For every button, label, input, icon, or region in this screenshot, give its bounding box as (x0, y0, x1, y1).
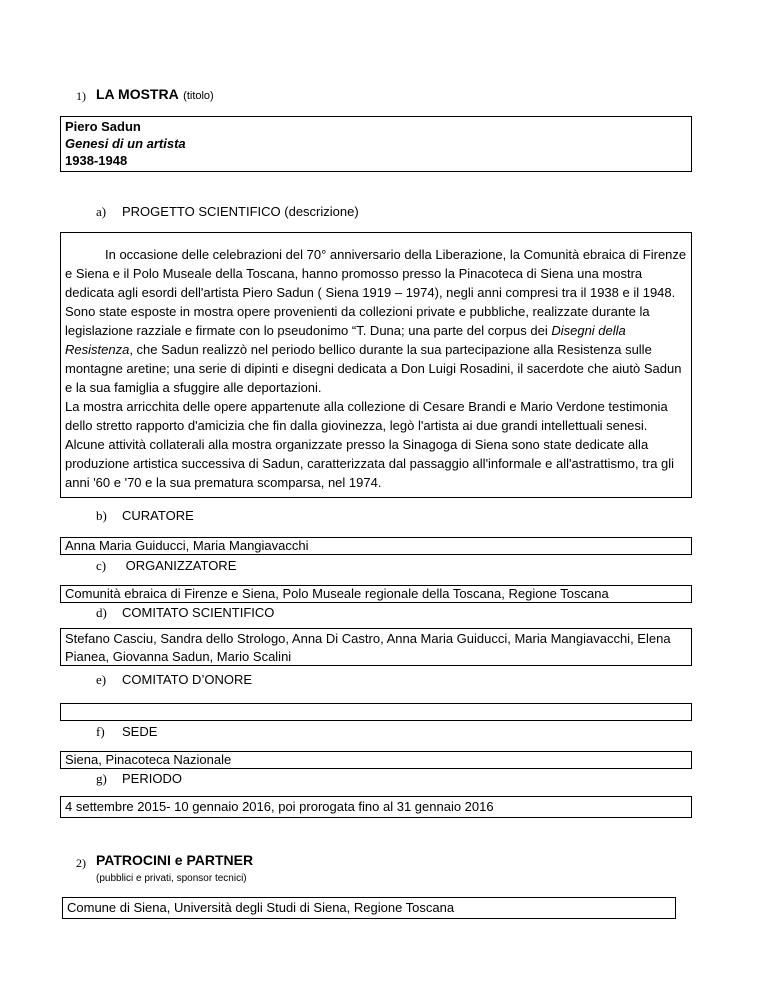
section-heading (96, 86, 214, 104)
progetto-line: e la sua famiglia a sfuggire alle deportazioni. (65, 380, 322, 395)
progetto-line: Alcune attività collaterali alla mostra organizzate presso la Sinagoga di Siena sono state dedicate alla (65, 437, 649, 452)
curatore-label (96, 507, 194, 525)
section-note: (pubblici e privati, sponsor tecnici) (96, 873, 247, 884)
organizzatore-letter: c) (96, 558, 107, 573)
progetto-line: In occasione delle celebrazioni del 70° anniversario della Liberazione, la Comunità ebraica di Firenze (105, 247, 687, 262)
comitato-scientifico-line: Stefano Casciu, Sandra dello Strologo, Anna Di Castro, Anna Maria Guiducci, Maria Mangiavacchi, Elena (65, 631, 671, 646)
curatore-letter: b) (96, 508, 107, 523)
progetto-label-text: PROGETTO SCIENTIFICO (descrizione) (122, 204, 359, 219)
patrocini-value: Comune di Siena, Università degli Studi di Siena, Regione Toscana (67, 900, 455, 915)
progetto-line: La mostra arricchita delle opere appartenute alla collezione di Cesare Brandi e Mario Verdone testimonia (65, 399, 668, 414)
progetto-line (65, 342, 652, 357)
title-box (60, 116, 692, 172)
progetto-line: dello stretto rapporto d'amicizia che fin dalla giovinezza, legò l'artista ai due grandi intellettuali senesi. (65, 418, 648, 433)
exhibition-subtitle: Genesi di un artista (65, 136, 186, 151)
periodo-label-text: PERIODO (122, 771, 182, 786)
organizzatore-label (96, 557, 236, 575)
periodo-letter: g) (96, 771, 107, 786)
patrocini-box (62, 897, 676, 919)
progetto-line-text: , che Sadun realizzò nel periodo bellico durante la sua partecipazione alla Resistenza sulle (129, 342, 652, 357)
progetto-line (65, 323, 626, 338)
progetto-line: e Siena e il Polo Museale della Toscana, hanno promosso presso la Pinacoteca di Siena una mostra (65, 266, 643, 281)
progetto-line: anni '60 e '70 e la sua prematura scomparsa, nel 1974. (65, 475, 382, 490)
comitato-scientifico-line: Pianea, Giovanna Sadun, Mario Scalini (65, 649, 292, 664)
progetto-line-italic: Resistenza (65, 342, 130, 357)
comitato-scientifico-label-text: COMITATO SCIENTIFICO (122, 605, 275, 620)
organizzatore-value: Comunità ebraica di Firenze e Siena, Polo Museale regionale della Toscana, Regione Toscana (65, 586, 609, 601)
curatore-label-text: CURATORE (122, 508, 194, 523)
comitato-onore-box (60, 703, 692, 721)
section-title: PATROCINI e PARTNER (96, 852, 254, 868)
curatore-box (60, 537, 692, 555)
progetto-box (60, 232, 692, 498)
sede-letter: f) (96, 724, 105, 739)
progetto-letter: a) (96, 204, 107, 219)
section-title: LA MOSTRA (96, 86, 179, 102)
artist-name: Piero Sadun (65, 119, 141, 134)
progetto-line: montagne aretine; una serie di dipinti e disegni dedicata a Don Luigi Rosadini, il sacerdote che aiutò Sadun (65, 361, 682, 376)
comitato-scientifico-letter: d) (96, 605, 107, 620)
progetto-line: dedicata agli esordi dell'artista Piero Sadun ( Siena 1919 – 1974), negli anni compresi tra il 1938 e il 1948. (65, 285, 676, 300)
curatore-value: Anna Maria Guiducci, Maria Mangiavacchi (65, 538, 309, 553)
section-title-note: (titolo) (183, 90, 214, 102)
organizzatore-label-text: ORGANIZZATORE (122, 558, 237, 573)
comitato-scientifico-box (60, 628, 692, 666)
periodo-value: 4 settembre 2015- 10 gennaio 2016, poi prorogata fino al 31 gennaio 2016 (65, 799, 494, 814)
progetto-label (96, 203, 359, 221)
organizzatore-box (60, 585, 692, 603)
progetto-line-italic: Disegni della (551, 323, 626, 338)
section-number: 2) (76, 856, 86, 870)
comitato-onore-letter: e) (96, 672, 107, 687)
sede-label-text: SEDE (122, 724, 158, 739)
exhibition-years: 1938-1948 (65, 153, 128, 168)
progetto-line: produzione artistica successiva di Sadun, caratterizzata dal passaggio all'informale e all'astrattismo, tra gli (65, 456, 675, 471)
comitato-onore-label (96, 671, 252, 689)
comitato-scientifico-label (96, 604, 274, 622)
comitato-onore-label-text: COMITATO D’ONORE (122, 672, 252, 687)
sede-label (96, 723, 157, 741)
sede-value: Siena, Pinacoteca Nazionale (65, 752, 232, 767)
section-number: 1) (76, 89, 86, 103)
sede-box (60, 751, 692, 769)
progetto-line-text: legislazione razziale e firmate con lo pseudonimo “T. Duna; una parte del corpus dei (65, 323, 548, 338)
periodo-box (60, 796, 692, 818)
progetto-line: Sono state esposte in mostra opere provenienti da collezioni private e pubbliche, realizzate durante la (65, 304, 650, 319)
periodo-label (96, 770, 182, 788)
